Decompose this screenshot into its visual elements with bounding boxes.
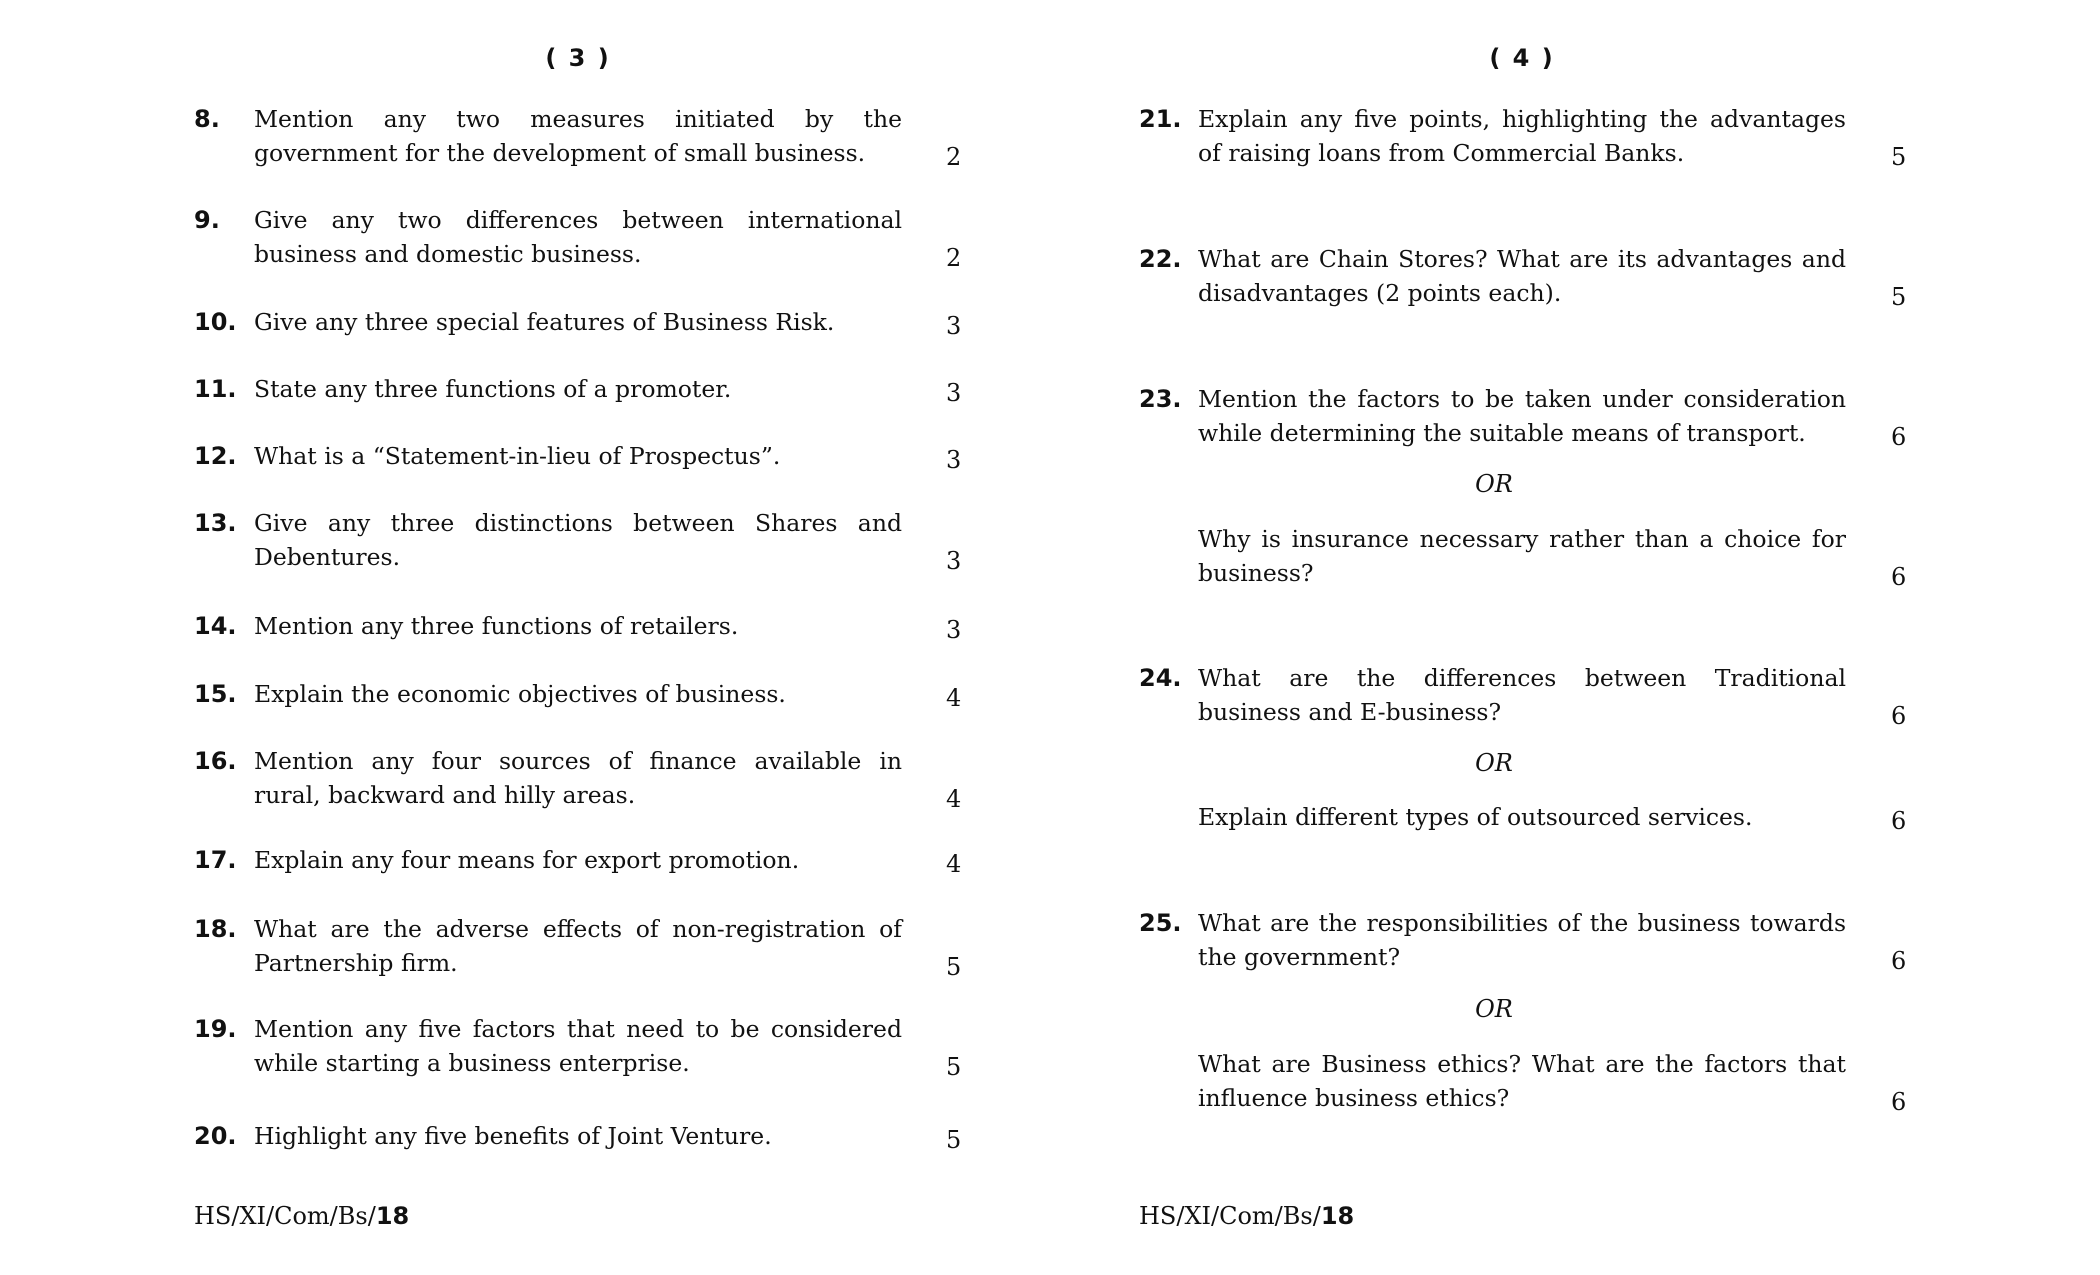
question-number: 13. (194, 509, 237, 537)
question-text: What are Chain Stores? What are its advantages and disadvantages (2 points each). (1198, 245, 1846, 307)
or-divider: OR (1475, 749, 1513, 777)
question-marks: 6 (1891, 423, 1907, 451)
question-item (194, 912, 966, 980)
question-item (1139, 522, 1911, 590)
question-item (194, 506, 966, 574)
question-item (194, 677, 966, 711)
question-item (1139, 1047, 1911, 1115)
question-text: What are the adverse effects of non-registration of Partnership firm. (254, 915, 902, 977)
question-text: Highlight any five benefits of Joint Venture. (254, 1122, 772, 1150)
page-number-left: ( 3 ) (545, 44, 611, 72)
question-item (194, 305, 966, 339)
question-marks: 3 (946, 379, 962, 407)
question-item (194, 609, 966, 643)
question-item (1139, 102, 1911, 170)
question-marks: 4 (946, 684, 962, 712)
question-text: Explain the economic objectives of business. (254, 680, 786, 708)
question-marks: 5 (946, 953, 962, 981)
question-number: 18. (194, 915, 237, 943)
question-text: Explain any five points, highlighting the advantages of raising loans from Commercial Banks. (1198, 105, 1846, 167)
question-text: State any three functions of a promoter. (254, 375, 732, 403)
footer-code-right (1139, 1202, 1354, 1230)
question-marks: 3 (946, 446, 962, 474)
question-text: Explain different types of outsourced services. (1198, 803, 1753, 831)
question-text: Mention the factors to be taken under consideration while determining the suitable means of transport. (1198, 385, 1846, 447)
question-marks: 2 (946, 244, 962, 272)
question-number: 15. (194, 680, 237, 708)
question-item (194, 843, 966, 877)
question-text: What are the differences between Traditional business and E-business? (1198, 664, 1846, 726)
question-number: 17. (194, 846, 237, 874)
question-text: What are Business ethics? What are the factors that influence business ethics? (1198, 1050, 1846, 1112)
question-marks: 5 (1891, 283, 1907, 311)
footer-code-left (194, 1202, 409, 1230)
question-marks: 3 (946, 312, 962, 340)
question-marks: 6 (1891, 947, 1907, 975)
question-text: What is a “Statement-in-lieu of Prospectus”. (254, 442, 781, 470)
question-number: 11. (194, 375, 237, 403)
question-item (194, 1012, 966, 1080)
question-text: What are the responsibilities of the business towards the government? (1198, 909, 1846, 971)
question-number: 8. (194, 105, 220, 133)
question-number: 9. (194, 206, 220, 234)
question-item (1139, 906, 1911, 974)
question-text: Mention any four sources of finance available in rural, backward and hilly areas. (254, 747, 902, 809)
question-item (194, 372, 966, 406)
question-number: 14. (194, 612, 237, 640)
question-number: 20. (194, 1122, 237, 1150)
question-number: 22. (1139, 245, 1182, 273)
question-number: 24. (1139, 664, 1182, 692)
question-marks: 3 (946, 616, 962, 644)
question-marks: 6 (1891, 563, 1907, 591)
question-marks: 5 (946, 1053, 962, 1081)
question-number: 10. (194, 308, 237, 336)
question-item (1139, 800, 1911, 834)
question-marks: 5 (1891, 143, 1907, 171)
page-number-right: ( 4 ) (1489, 44, 1555, 72)
question-marks: 6 (1891, 807, 1907, 835)
question-text: Give any three special features of Business Risk. (254, 308, 835, 336)
question-item (194, 102, 966, 170)
question-item (1139, 242, 1911, 310)
question-marks: 4 (946, 850, 962, 878)
question-marks: 2 (946, 143, 962, 171)
question-marks: 3 (946, 547, 962, 575)
question-number: 21. (1139, 105, 1182, 133)
question-marks: 4 (946, 785, 962, 813)
question-marks: 6 (1891, 1088, 1907, 1116)
question-item (194, 203, 966, 271)
question-text: Why is insurance necessary rather than a choice for business? (1198, 525, 1846, 587)
question-text: Mention any two measures initiated by the government for the development of small business. (254, 105, 902, 167)
question-item (194, 1119, 966, 1153)
question-text: Mention any three functions of retailers. (254, 612, 739, 640)
question-text: Mention any five factors that need to be considered while starting a business enterprise. (254, 1015, 902, 1077)
question-text: Explain any four means for export promotion. (254, 846, 800, 874)
question-item (1139, 661, 1911, 729)
question-marks: 5 (946, 1126, 962, 1154)
question-text: Give any two differences between international business and domestic business. (254, 206, 902, 268)
question-number: 16. (194, 747, 237, 775)
question-number: 19. (194, 1015, 237, 1043)
footer-code-number: 18 (375, 1202, 410, 1230)
question-number: 25. (1139, 909, 1182, 937)
footer-code-number: 18 (1320, 1202, 1355, 1230)
or-divider: OR (1475, 470, 1513, 498)
question-item (1139, 382, 1911, 450)
or-divider: OR (1475, 995, 1513, 1023)
question-item (194, 744, 966, 812)
question-text: Give any three distinctions between Shares and Debentures. (254, 509, 902, 571)
footer-code-text: HS/XI/Com/Bs/ (1139, 1202, 1321, 1230)
question-number: 23. (1139, 385, 1182, 413)
footer-code-text: HS/XI/Com/Bs/ (194, 1202, 376, 1230)
question-marks: 6 (1891, 702, 1907, 730)
question-number: 12. (194, 442, 237, 470)
question-item (194, 439, 966, 473)
